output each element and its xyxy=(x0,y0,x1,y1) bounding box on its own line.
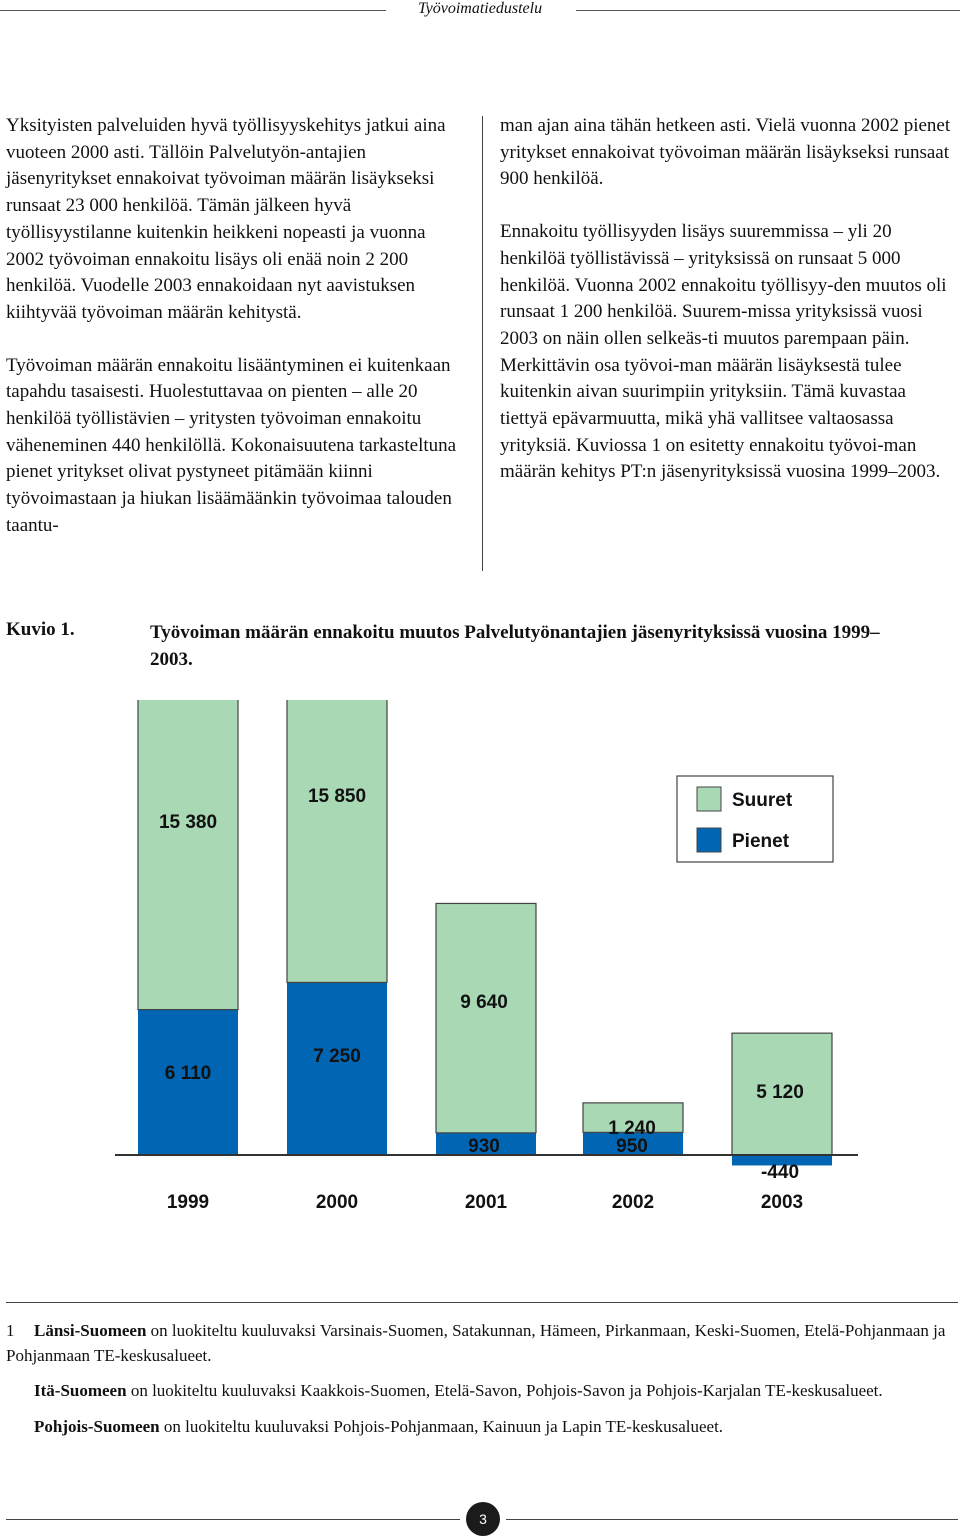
value-label-suuret: 9 640 xyxy=(460,992,508,1013)
value-label-pienet: 950 xyxy=(616,1136,648,1157)
legend-swatch-suuret xyxy=(697,787,721,811)
value-label-pienet: 7 250 xyxy=(313,1046,361,1067)
legend-label-pienet: Pienet xyxy=(732,831,790,852)
legend-swatch-pienet xyxy=(697,828,721,852)
left-column xyxy=(6,113,462,540)
figure-label: Kuvio 1. xyxy=(6,619,75,640)
bar-suuret xyxy=(287,700,387,982)
page-rule-left xyxy=(6,1519,460,1520)
x-tick-label: 2000 xyxy=(315,1192,359,1213)
header-rule-right xyxy=(576,10,960,11)
footnote-3 xyxy=(6,1415,956,1440)
left-paragraph-2: Työvoiman määrän ennakoitu lisääntyminen ei kuitenkaan tapahdu tasaisesti. Huolestuttavaa on pienten – alle 20 henkilöä työllistävien – yritysten työvoiman ennakoitu väheneminen 440 henkilöllä. Kokonaisuutena tarkasteltuna pienet yritykset olivat pystyneet pitämään kiinni työvoimastaan ja hiukan lisäämäänkin työvoimaa talouden taantu- xyxy=(6,354,457,536)
x-tick-label: 2003 xyxy=(760,1192,804,1213)
footnote-text: on luokiteltu kuuluvaksi Varsinais-Suomen, Satakunnan, Hämeen, Pirkanmaan, Keski-Suomen, Etelä-Pohjanmaan ja Pohjanmaan TE-keskusalueet. xyxy=(6,1321,946,1365)
footnote-term: Pohjois-Suomeen xyxy=(34,1416,160,1436)
footnotes xyxy=(6,1319,956,1450)
left-paragraph-1: Yksityisten palveluiden hyvä työllisyyskehitys jatkui aina vuoteen 2000 asti. Tällöin Palvelutyön-antajien jäsenyritykset ennakoivat työvoiman määrän lisäykseksi runsaat 23 000 henkilöä. Tämän jälkeen hyvä työllisyystilanne kuitenkin heikkeni nopeasti ja vuonna 2002 työvoiman ennakoitu lisäys oli enää noin 2 200 henkilöä. Vuodelle 2003 ennakoidaan nyt aavistuksen kiihtyvää työvoiman määrän kehitystä. xyxy=(6,115,446,323)
footnote-1 xyxy=(6,1319,956,1368)
right-paragraph-1: man ajan aina tähän hetkeen asti. Vielä vuonna 2002 pienet yritykset ennakoivat työvoiman määrän lisäykseksi runsaat 900 henkilöä. xyxy=(500,115,951,190)
footnote-text: on luokiteltu kuuluvaksi Pohjois-Pohjanmaan, Kainuun ja Lapin TE-keskusalueet. xyxy=(159,1416,724,1436)
footnote-term: Länsi-Suomeen xyxy=(34,1321,147,1340)
bar-suuret xyxy=(436,903,536,1132)
footnote-text: on luokiteltu kuuluvaksi Kaakkois-Suomen, Etelä-Savon, Pohjois-Savon ja Pohjois-Karjalan TE-keskusalueet. xyxy=(126,1381,883,1400)
value-label-suuret: 1 240 xyxy=(608,1118,656,1139)
footnote-rule xyxy=(6,1302,958,1303)
x-tick-label: 1999 xyxy=(166,1192,210,1213)
value-label-pienet: -440 xyxy=(760,1162,800,1183)
value-label-suuret: 5 120 xyxy=(756,1082,804,1103)
footnote-2 xyxy=(6,1379,956,1404)
legend-label-suuret: Suuret xyxy=(732,790,793,811)
column-divider xyxy=(482,116,483,571)
value-label-suuret: 15 850 xyxy=(307,786,367,807)
right-paragraph-2: Ennakoitu työllisyyden lisäys suuremmissa – yli 20 henkilöä työllistävissä – yrityksissä on runsaat 5 000 henkilöä. Vuonna 2002 ennakoitu työllisyy-den muutos oli runsaat 1 200 henkilöä. Suurem-missa yrityksissä vuosi 2003 on näin ollen selkeäs-ti muutos parempaan päin. Merkittävin osa työvoi-man määrän lisäyksestä tulee kuitenkin aivan suurimpiin yrityksiin. Tämä kuvastaa tiettyä epävarmuutta, mikä yhä vallitsee valtaosassa yrityksiä. Kuviossa 1 on esitetty ennakoitu työvoi-man määrän kehitys PT:n jäsenyrityksissä vuosina 1999–2003. xyxy=(500,221,947,483)
footnote-term: Itä-Suomeen xyxy=(34,1381,127,1400)
page-rule-right xyxy=(506,1519,958,1520)
header-rule-left xyxy=(0,10,386,11)
x-tick-label: 2002 xyxy=(611,1192,655,1213)
value-label-suuret: 15 380 xyxy=(158,812,218,833)
right-column xyxy=(500,113,958,486)
value-label-pienet: 6 110 xyxy=(164,1063,212,1084)
page-number: 3 xyxy=(466,1502,500,1536)
footnote-number: 1 xyxy=(6,1321,15,1340)
running-header: Työvoimatiedustelu xyxy=(417,0,543,17)
x-tick-label: 2001 xyxy=(464,1192,508,1213)
bar-chart xyxy=(0,700,960,1240)
value-label-pienet: 930 xyxy=(468,1136,500,1157)
figure-title: Työvoiman määrän ennakoitu muutos Palvelutyönantajien jäsenyrityksissä vuosina 1999–2003. xyxy=(150,622,880,670)
bar-pienet xyxy=(287,982,387,1155)
bar-suuret xyxy=(138,700,238,1010)
